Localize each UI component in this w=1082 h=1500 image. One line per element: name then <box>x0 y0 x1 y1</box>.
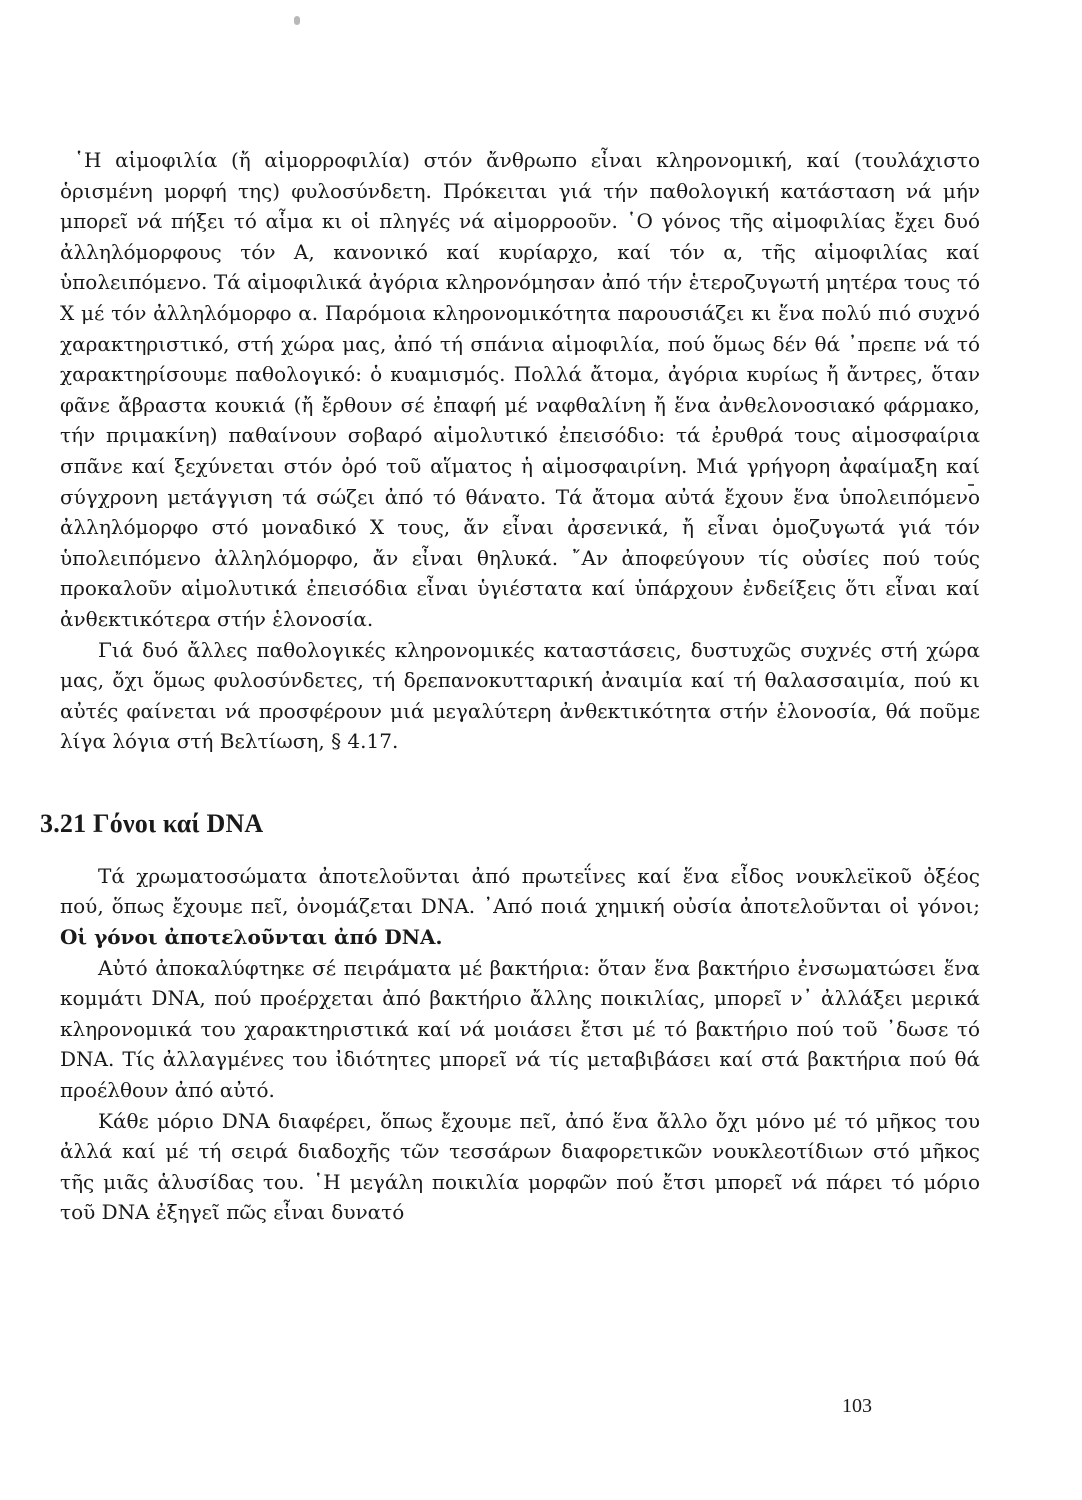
paragraph-bacteria: Αὐτό ἀποκαλύφτηκε σέ πειράματα μέ βακτήρια: ὅταν ἕνα βακτήριο ἐνσωματώσει ἕνα κομμάτι DNA, πού προέρχεται ἀπό βακτήριο ἄλλης ποικιλίας, μπορεῖ ν᾿ ἀλλάξει μερικά κληρονομικά του χαρακτηριστικά καί νά μοιάσει ἔτσι μέ τό βακτήριο πού τοῦ ᾿δωσε τό DNA. Τίς ἀλλαγμένες του ἰδιότητες μπορεῖ νά τίς μεταβιβάσει καί στά βακτήρια πού θά προέλθουν ἀπό αὐτό. <box>60 955 980 1103</box>
paragraph-chromosomes <box>60 861 980 953</box>
paragraph-dna-molecule: Κάθε μόριο DNA διαφέρει, ὅπως ἔχουμε πεῖ, ἀπό ἕνα ἄλλο ὄχι μόνο μέ τό μῆκος του ἀλλά καί μέ τή σειρά διαδοχῆς τῶν τεσσάρων διαφορετικῶν νουκλεοτίδιων στό μῆκος τῆς μιᾶς ἁλυσίδας του. ῾Η μεγάλη ποικιλία μορφῶν πού ἔτσι μπορεῖ νά πάρει τό μόριο τοῦ DNA ἐξηγεῖ πῶς εἶναι δυνατό <box>60 1108 980 1225</box>
page-number: 103 <box>842 1395 872 1417</box>
paragraph-chromosomes-text: Τά χρωματοσώματα ἀποτελοῦνται ἀπό πρωτεΐνες καί ἕνα εἶδος νουκλεϊκοῦ ὀξέος πού, ὅπως ἔχουμε πεῖ, ὀνομάζεται DNA. ᾿Από ποιά χημική οὐσία ἀποτελοῦνται οἱ γόνοι; <box>60 863 980 919</box>
bold-statement: Οἱ γόνοι ἀποτελοῦνται ἀπό DNA. <box>60 925 443 950</box>
page-body <box>40 145 980 1228</box>
scan-speck <box>294 16 300 25</box>
paragraph-other-conditions: Γιά δυό ἄλλες παθολογικές κληρονομικές καταστάσεις, δυστυχῶς συχνές στή χώρα μας, ὄχι ὅμως φυλοσύνδετες, τή δρεπανοκυτταρική ἀναιμία καί τή θαλασσαιμία, πού κι αὐτές φαίνεται νά προσφέρουν μιά μεγαλύτερη ἀνθεκτικότητα στήν ἑλονοσία, θά ποῦμε λίγα λόγια στή Βελτίωση, § 4.17. <box>60 637 980 754</box>
section-heading: 3.21 Γόνοι καί DNA <box>40 808 264 838</box>
paragraph-hemophilia: ῾Η αἱμοφιλία (ἤ αἱμορροφιλία) στόν ἄνθρωπο εἶναι κληρονομική, καί (τουλάχιστο ὁρισμένη μορφή της) φυλοσύνδετη. Πρόκειται γιά τήν παθολογική κατάσταση νά μήν μπορεῖ νά πήξει τό αἷμα κι οἱ πληγές νά αἱμορροοῦν. ῾Ο γόνος τῆς αἱμοφιλίας ἔχει δυό ἀλληλόμορφους τόν Α, κανονικό καί κυρίαρχο, καί τόν α, τῆς αἱμοφιλίας καί ὑπολειπόμενο. Τά αἱμοφιλικά ἀγόρια κληρονόμησαν ἀπό τήν ἑτεροζυγωτή μητέρα τους τό Χ μέ τόν ἀλληλόμορφο α. Παρόμοια κληρονομικότητα παρουσιάζει κι ἕνα πολύ πιό συχνό χαρακτηριστικό, στή χώρα μας, ἀπό τή σπάνια αἱμοφιλία, πού ὅμως δέν θά ᾿πρεπε νά τό χαρακτηρίσουμε παθολογικό: ὁ κυαμισμός. Πολλά ἄτομα, ἀγόρια κυρίως ἤ ἄντρες, ὅταν φᾶνε ἄβραστα κουκιά (ἤ ἔρθουν σέ ἐπαφή μέ ναφθαλίνη ἤ ἕνα ἀνθελονοσιακό φάρμακο, τήν πριμακίνη) παθαίνουν σοβαρό αἱμολυτικό ἐπεισόδιο: τά ἐρυθρά τους αἱμοσφαίρια σπᾶνε καί ξεχύνεται στόν ὀρό τοῦ αἵματος ἡ αἱμοσφαιρίνη. Μιά γρήγορη ἀφαίμαξη καί σύγχρονη μετάγγιση τά σώζει ἀπό τό θάνατο. Τά ἄτομα αὐτά ἔχουν ἕνα ὑπολειπόμενο ἀλληλόμορφο στό μοναδικό Χ τους, ἄν εἶναι ἀρσενικά, ἤ εἶναι ὁμοζυγωτά γιά τόν ὑπολειπόμενο ἀλληλόμορφο, ἄν εἶναι θηλυκά. ῎Αν ἀποφεύγουν τίς οὐσίες πού τούς προκαλοῦν αἱμολυτικά ἐπεισόδια εἶναι ὑγιέστατα καί ὑπάρχουν ἐνδείξεις ὅτι εἶναι καί ἀνθεκτικότερα στήν ἑλονοσία. <box>60 148 980 631</box>
